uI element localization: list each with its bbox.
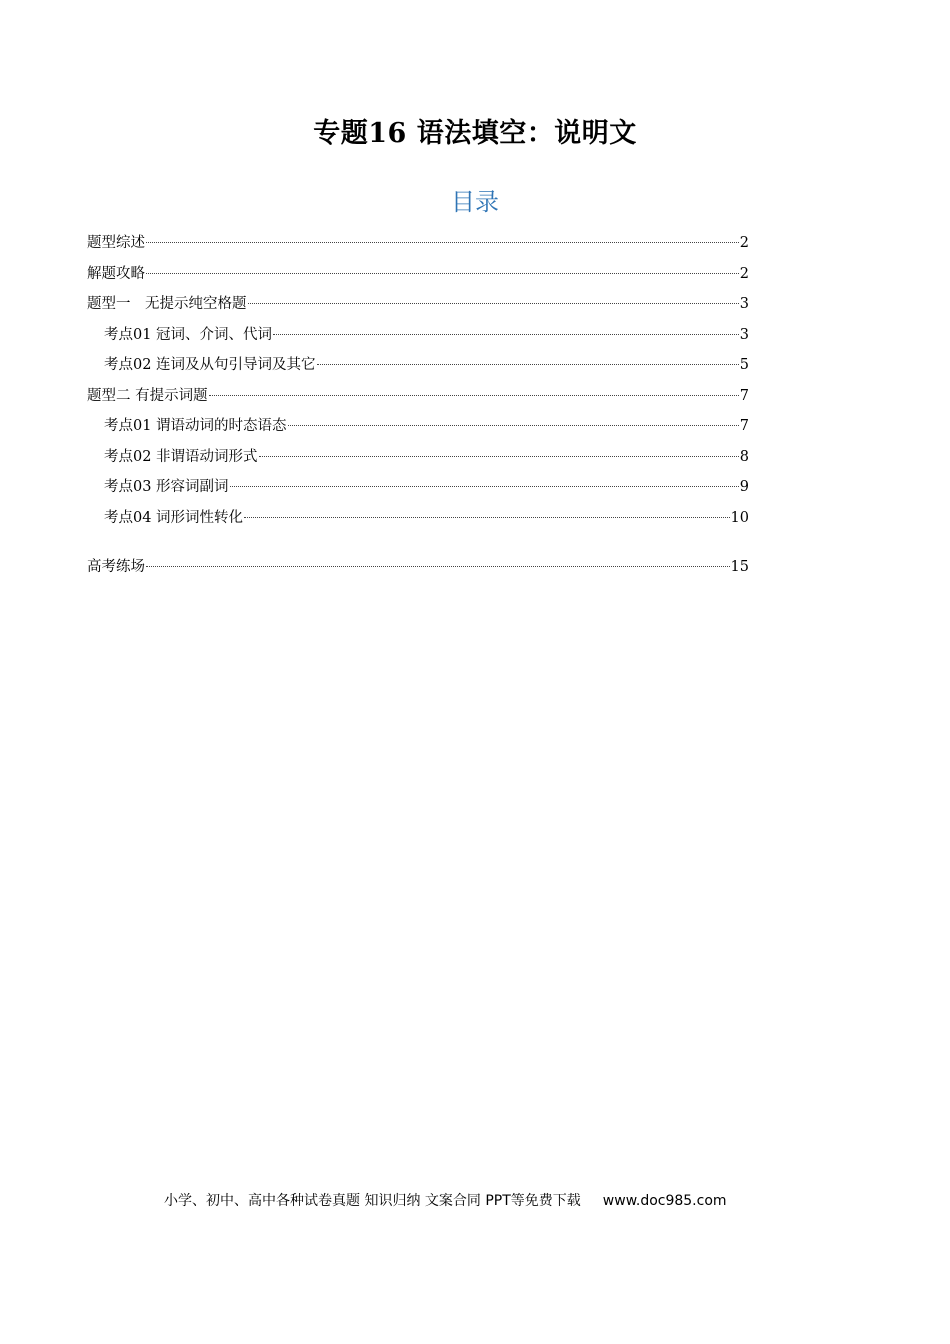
toc-entry-label: 题型二 有提示词题 [87,387,208,404]
toc-entry[interactable] [87,411,749,442]
toc-entry[interactable] [87,552,749,583]
toc-entry[interactable] [87,350,749,381]
toc-entry-page: 3 [739,296,749,312]
page-title: 专题16 语法填空：说明文 [313,118,637,149]
toc-entry[interactable] [87,289,749,320]
toc-dot-leader [259,456,739,457]
toc-entry-page: 7 [739,418,749,434]
toc-entry-page: 2 [739,265,749,282]
toc-entry-label: 考点02 非谓语动词形式 [104,448,258,465]
toc-entry[interactable] [87,503,749,534]
toc-entry-label: 考点04 词形词性转化 [104,509,244,526]
toc-entry-label: 题型综述 [87,235,145,251]
toc-entry-page: 9 [739,479,749,495]
toc-entry-page: 8 [739,448,749,465]
toc-dot-leader [146,273,739,274]
toc-entry[interactable] [87,381,749,412]
toc-entry-page: 15 [730,559,749,575]
toc-dot-leader [317,364,739,365]
page-footer [164,1190,727,1212]
footer-url-link[interactable]: www.doc985.com [602,1193,727,1209]
toc-dot-leader [230,486,739,487]
toc-dot-leader [209,395,739,396]
toc-entry-label: 考点02 连词及从句引导词及其它 [104,357,316,373]
toc-entry-label: 解题攻略 [87,265,145,282]
toc-entry-label: 考点03 形容词副词 [104,479,229,495]
toc-dot-leader [146,242,739,243]
toc-entry[interactable] [87,228,749,259]
toc-entry-page: 10 [730,509,749,526]
toc-entry[interactable] [87,472,749,503]
toc-dot-leader [273,334,739,335]
toc-dot-leader [248,303,739,304]
toc-entry-page: 5 [739,357,749,373]
toc-dot-leader [146,566,730,567]
toc-entry-label: 题型一 无提示纯空格题 [87,296,247,312]
table-of-contents [87,228,749,583]
toc-dot-leader [244,517,729,518]
toc-entry-page: 2 [739,235,749,251]
toc-heading: 目录 [451,188,499,216]
toc-dot-leader [288,425,739,426]
toc-entry-label: 考点01 冠词、介词、代词 [104,326,273,343]
toc-entry-page: 3 [739,326,749,343]
toc-entry-label: 高考练场 [87,559,145,575]
toc-entry[interactable] [87,442,749,473]
toc-entry[interactable] [87,259,749,290]
footer-text: 小学、初中、高中各种试卷真题 知识归纳 文案合同 PPT等免费下载 [164,1193,581,1209]
toc-entry-page: 7 [739,387,749,404]
toc-entry[interactable] [87,320,749,351]
toc-entry-label: 考点01 谓语动词的时态语态 [104,418,287,434]
